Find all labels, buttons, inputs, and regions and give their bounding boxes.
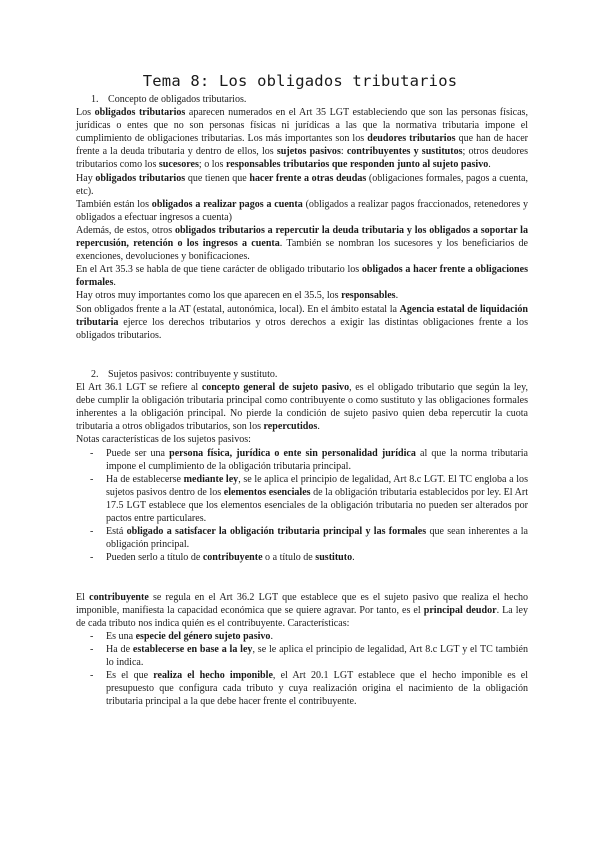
text: Es el que: [106, 670, 154, 682]
dash-bullet: -: [90, 552, 94, 564]
section-number: 2.: [91, 368, 99, 380]
spacer: [76, 355, 528, 368]
dash-bullet: -: [90, 643, 94, 655]
bold-term: obligado a satisfacer la obligación tributaria principal y las formales: [126, 526, 427, 538]
text: Ha de: [106, 643, 133, 655]
text: También están los: [76, 198, 152, 210]
spacer: [76, 342, 528, 355]
spacer: [76, 564, 528, 577]
dash-bullet: -: [90, 473, 94, 485]
section-title: Concepto de obligados tributarios.: [108, 94, 247, 105]
dash-bullet: -: [90, 447, 94, 459]
bold-term: contribuyente: [89, 591, 149, 603]
dash-bullet: -: [90, 670, 94, 682]
text: de la obligación tributaria establecidos por ley. El Art 17.5 LGT establece que los elementos esenciales de la obligación tributaria no pueden ser alterados por pactos entre particulares.: [106, 486, 529, 524]
bold-term: establecerse en base a la ley: [132, 643, 253, 655]
text: .: [488, 159, 491, 171]
bold-term: contribuyentes y sustitutos: [346, 146, 463, 158]
bold-term: contribuyente: [202, 552, 263, 564]
bold-term: Agencia estatal de liquidación tributaria: [76, 303, 528, 328]
dash-bullet: -: [90, 526, 94, 538]
spacer: [76, 577, 528, 590]
paragraph: [76, 198, 528, 224]
document-body: [76, 93, 528, 708]
bold-term: repercutidos: [263, 421, 318, 433]
bold-term: sujetos pasivos: [276, 146, 341, 158]
bold-term: realiza el hecho imponible: [153, 670, 273, 682]
text: , es el obligado tributario que según la ley, debe cumplir la obligación tributaria principal como contribuyente o como sustituto y las obligaciones formales inherentes a la obligación principal. No pierde la condición de sujeto pasivo quien deba repercutir la cuota tributaria a otros obligados tributarios, son los: [76, 382, 528, 433]
paragraph: [76, 591, 528, 630]
paragraph: [76, 263, 528, 289]
text: que han de hacer frente a la deuda tributaria y dentro de ellos, los: [76, 133, 528, 158]
text: , se le aplica el principio de legalidad, Art 8.c LGT y el TC también lo indica.: [106, 643, 528, 669]
text: ejerce los derechos tributarios y otros derechos a exigir las distintas obligaciones frente a los obligados tributarios.: [76, 316, 528, 341]
text: Los: [76, 107, 95, 119]
paragraph: [76, 289, 528, 302]
bold-term: persona física, jurídica o ente sin personalidad jurídica: [169, 447, 416, 459]
text: que tienen que: [185, 172, 250, 184]
text: . También se nombran los sucesores y los beneficiarios de exenciones, devoluciones y bonificaciones.: [76, 238, 528, 263]
text: .: [395, 290, 399, 302]
bold-term: especie del género sujeto pasivo: [135, 630, 271, 642]
list-item: [76, 551, 528, 564]
section-number: 1.: [91, 94, 99, 105]
bold-term: deudores tributarios: [367, 133, 456, 145]
paragraph: [76, 381, 528, 433]
text: Está: [106, 526, 127, 538]
paragraph: [76, 224, 528, 263]
paragraph: [76, 303, 528, 342]
list-item: [76, 669, 528, 708]
bold-term: mediante ley: [183, 473, 239, 485]
text: Ha de establecerse: [106, 473, 184, 485]
text: Hay otros muy importantes como los que aparecen en el 35.5, los: [76, 290, 342, 302]
text: El Art 36.1 LGT se refiere al: [76, 382, 202, 394]
text: Es una: [106, 630, 136, 642]
bold-term: obligados tributarios: [95, 172, 186, 184]
text: aparecen numerados en el Art 35 LGT estableciendo que son las personas físicas, jurídicas o entes que no son personas físicas ni jurídicas a las que la normativa tributaria impone el cumplimiento de obligaciones tributarias. Los más importantes son los: [76, 107, 528, 145]
text: . La ley de cada tributo nos indica quién es el contribuyente. Características:: [76, 604, 529, 629]
text: Puede ser una: [106, 447, 170, 459]
text: .: [113, 277, 116, 289]
bold-term: obligados tributarios a repercutir la deuda tributaria y los obligados a soportar la repercusión, retención o los ingresos a cuenta: [76, 224, 528, 250]
bold-term: elementos esenciales: [223, 486, 311, 498]
list-item: [76, 473, 528, 525]
document-title: Tema 8: Los obligados tributarios: [142, 72, 458, 90]
list-item: [76, 630, 528, 643]
text: :: [340, 146, 347, 158]
list-item: [76, 643, 528, 669]
notes-label: Notas características de los sujetos pasivos:: [76, 434, 251, 446]
text: , el Art 20.1 LGT establece que el hecho imponible es el presupuesto que configura cada tributo y cuya realización origina el nacimiento de la obligación tributaria principal a la que debe hacer frente el contribuyente.: [106, 670, 529, 708]
text: ; otros deudores tributarios como los: [76, 146, 529, 171]
dash-bullet: -: [90, 630, 94, 642]
text: El: [76, 591, 90, 603]
text: Además, de estos, otros: [76, 224, 175, 236]
text: Pueden serlo a título de: [106, 552, 203, 564]
text: .: [317, 421, 320, 433]
bold-term: principal deudor: [423, 604, 497, 616]
text: .: [352, 552, 355, 564]
bold-term: concepto general de sujeto pasivo: [201, 382, 350, 394]
list-item: [76, 447, 528, 473]
text: .: [270, 630, 273, 642]
paragraph: [76, 106, 528, 171]
list-item: [76, 525, 528, 551]
bold-term: responsables: [341, 290, 396, 302]
bold-term: sustituto: [315, 552, 353, 564]
bold-term: obligados a realizar pagos a cuenta: [151, 198, 303, 210]
text: o a título de: [262, 552, 316, 564]
text: al que la norma tributaria impone el cumplimiento de la obligación tributaria principal.: [106, 447, 528, 472]
text: En el Art 35.3 se habla de que tiene carácter de obligado tributario los: [76, 264, 362, 276]
text: , se le aplica el principio de legalidad, Art 8.c LGT. El TC engloba a los sujetos pasivos dentro de los: [106, 473, 528, 498]
bold-term: obligados a hacer frente a obligaciones formales: [76, 264, 529, 289]
bold-term: obligados tributarios: [94, 107, 186, 119]
bold-term: responsables tributarios que responden junto al sujeto pasivo: [225, 159, 489, 171]
section-1-heading: [76, 93, 528, 106]
text: (obligaciones formales, pagos a cuenta, etc).: [76, 172, 528, 197]
bold-term: hacer frente a otras deudas: [249, 172, 367, 184]
section-title: Sujetos pasivos: contribuyente y sustituto.: [108, 368, 278, 380]
text: se regula en el Art 36.2 LGT que establece que es el sujeto pasivo que realiza el hecho imponible, manifiesta la capacidad económica que se quiere agravar. Por tanto, es el: [76, 591, 528, 616]
paragraph: [76, 172, 528, 198]
text: (obligados a realizar pagos fraccionados, retenedores y obligados a efectuar ingresos a cuenta): [76, 198, 528, 223]
text: que sean inherentes a la obligación principal.: [106, 526, 528, 551]
bold-term: sucesores: [158, 159, 199, 171]
text: Son obligados frente a la AT (estatal, autonómica, local). En el ámbito estatal la: [76, 303, 400, 315]
section-2-heading: [76, 368, 528, 381]
text: ; o los: [198, 159, 226, 171]
text: Hay: [76, 172, 96, 184]
